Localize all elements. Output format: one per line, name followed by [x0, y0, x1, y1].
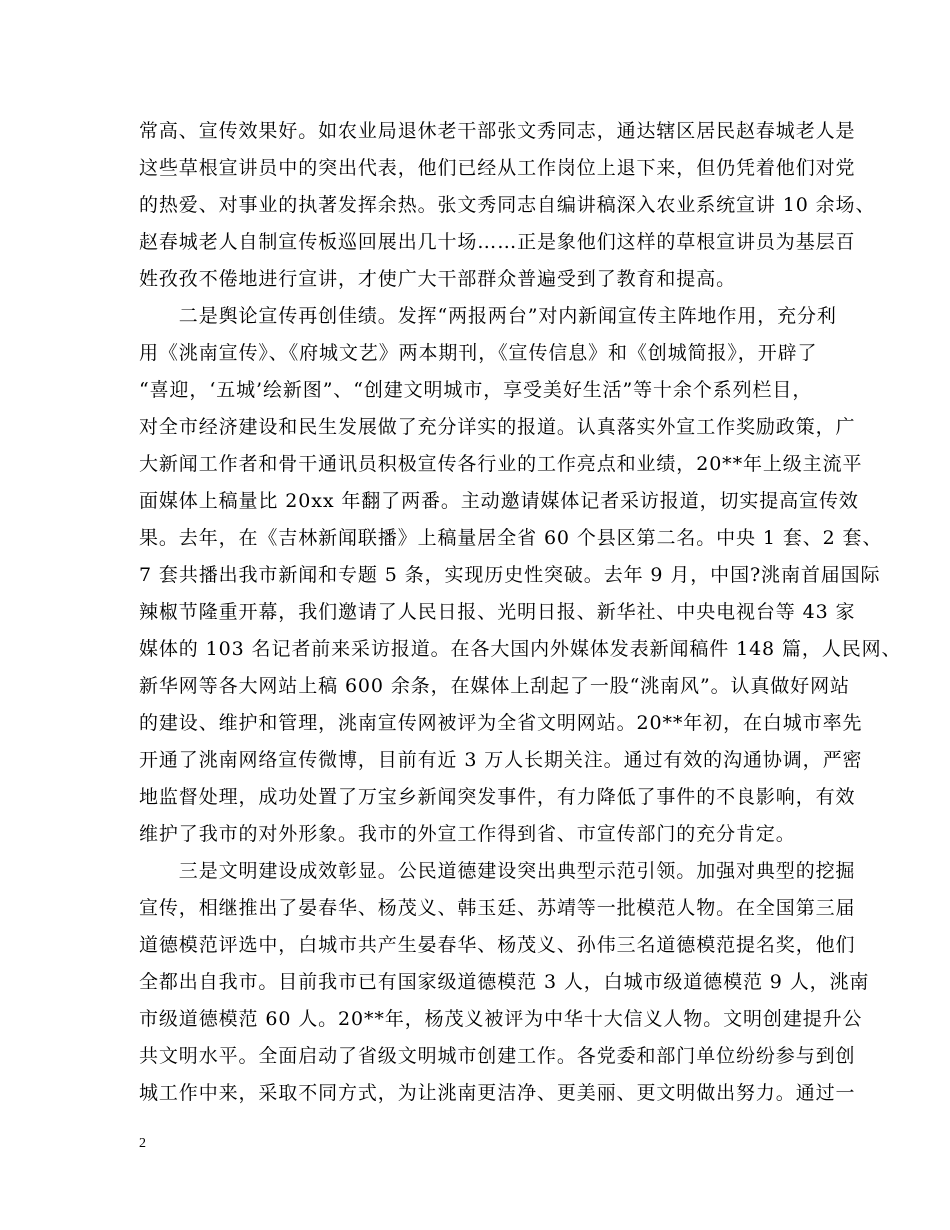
text-line: 这些草根宣讲员中的突出代表，他们已经从工作岗位上退下来，但仍凭着他们对党 — [139, 157, 856, 179]
text-line: 7 套共播出我市新闻和专题 5 条，实现历史性突破。去年 9 月，中国?洮南首届国际 — [139, 564, 881, 586]
text-line: 对全市经济建设和民生发展做了充分详实的报道。认真落实外宣工作奖励政策，广 — [139, 416, 856, 438]
text-line: 媒体的 103 名记者前来采访报道。在各大国内外媒体发表新闻稿件 148 篇，人民网、 — [139, 638, 902, 660]
paragraph-start-line: 三是文明建设成效彰显。公民道德建设突出典型示范引领。加强对典型的挖掘 — [139, 860, 856, 882]
text-line: “喜迎，‘五城’绘新图”、“创建文明城市，享受美好生活”等十余个系列栏目， — [139, 379, 813, 401]
text-line: 赵春城老人自制宣传板巡回展出几十场……正是象他们这样的草根宣讲员为基层百 — [139, 231, 856, 253]
text-line: 全都出自我市。目前我市已有国家级道德模范 3 人，白城市级道德模范 9 人，洮南 — [139, 971, 870, 993]
text-line: 维护了我市的对外形象。我市的外宣工作得到省、市宣传部门的充分肯定。 — [139, 823, 796, 845]
text-line: 道德模范评选中，白城市共产生晏春华、杨茂义、孙伟三名道德模范提名奖，他们 — [139, 934, 856, 956]
text-line: 市级道德模范 60 人。20**年，杨茂义被评为中华十大信义人物。文明创建提升公 — [139, 1008, 863, 1030]
text-line: 开通了洮南网络宣传微博，目前有近 3 万人长期关注。通过有效的沟通协调，严密 — [139, 749, 863, 771]
text-line: 城工作中来，采取不同方式，为让洮南更洁净、更美丽、更文明做出努力。通过一 — [139, 1082, 856, 1104]
text-line: 姓孜孜不倦地进行宣讲，才使广大干部群众普遍受到了教育和提高。 — [139, 268, 737, 290]
text-line: 果。去年，在《吉林新闻联播》上稿量居全省 60 个县区第二名。中央 1 套、2 套、 — [139, 527, 883, 549]
text-line: 面媒体上稿量比 20xx 年翻了两番。主动邀请媒体记者采访报道，切实提高宣传效 — [139, 490, 859, 512]
text-line: 地监督处理，成功处置了万宝乡新闻突发事件，有力降低了事件的不良影响，有效 — [139, 786, 856, 808]
text-line: 宣传，相继推出了晏春华、杨茂义、韩玉廷、苏靖等一批模范人物。在全国第三届 — [139, 897, 856, 919]
text-line: 新华网等各大网站上稿 600 余条，在媒体上刮起了一股“洮南风”。认真做好网站 — [139, 675, 850, 697]
text-line: 大新闻工作者和骨干通讯员积极宣传各行业的工作亮点和业绩，20**年上级主流平 — [139, 453, 863, 475]
text-line: 用《洮南宣传》、《府城文艺》两本期刊，《宣传信息》和《创城简报》，开辟了 — [139, 342, 818, 364]
text-line: 共文明水平。全面启动了省级文明城市创建工作。各党委和部门单位纷纷参与到创 — [139, 1045, 856, 1067]
body-text — [139, 113, 902, 1112]
text-line: 的建设、维护和管理，洮南宣传网被评为全省文明网站。20**年初，在白城市率先 — [139, 712, 863, 734]
page-number: 2 — [139, 1136, 146, 1151]
text-line: 的热爱、对事业的执著发挥余热。张文秀同志自编讲稿深入农业系统宣讲 10 余场、 — [139, 194, 876, 216]
text-line: 常高、宣传效果好。如农业局退休老干部张文秀同志，通达辖区居民赵春城老人是 — [139, 120, 856, 142]
paragraph-start-line: 二是舆论宣传再创佳绩。发挥“两报两台”对内新闻宣传主阵地作用，充分利 — [139, 305, 837, 327]
text-line: 辣椒节隆重开幕，我们邀请了人民日报、光明日报、新华社、中央电视台等 43 家 — [139, 601, 856, 623]
